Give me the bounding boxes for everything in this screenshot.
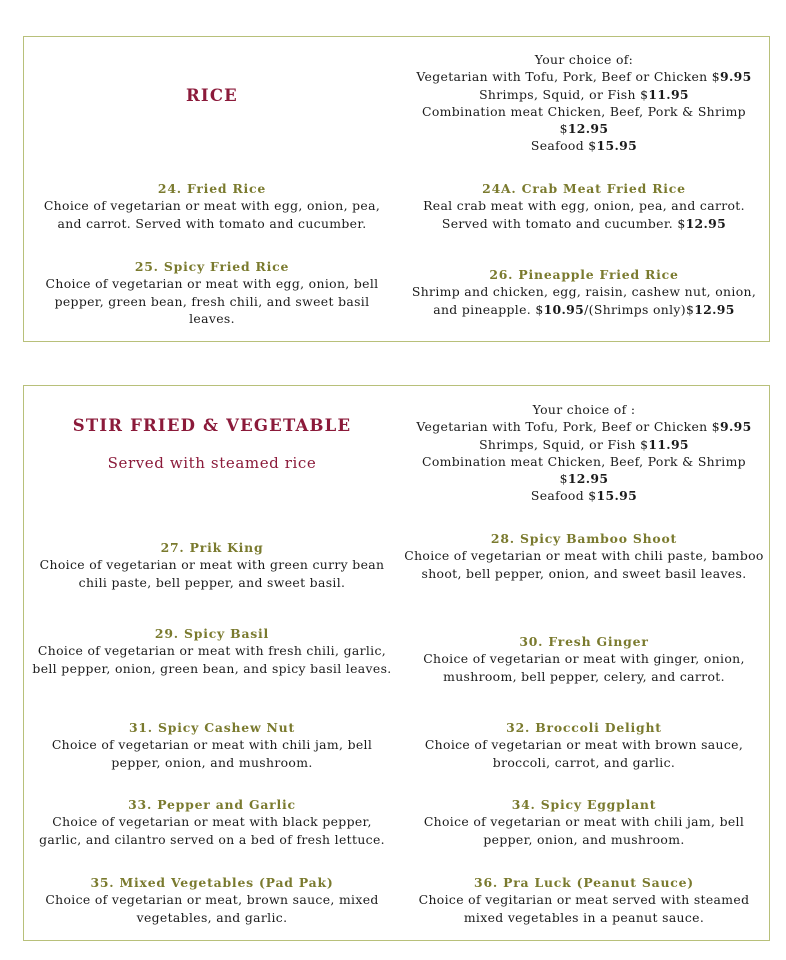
dish-description: Choice of vegetarian or meat with chili jam, bell pepper, onion, and mushroom. bbox=[423, 814, 745, 847]
section-title: RICE bbox=[186, 86, 238, 105]
price: 12.95 bbox=[685, 215, 727, 231]
dish-name: 24A. Crab Meat Fried Rice bbox=[482, 181, 686, 196]
dish-description: Choice of vegetarian or meat with egg, onion, bell pepper, green bean, fresh chili, and sweet basil leaves. bbox=[45, 276, 379, 326]
choice-line: Shrimps, Squid, or Fish $11.95 bbox=[479, 86, 689, 102]
choice-line: Shrimps, Squid, or Fish $11.95 bbox=[479, 436, 689, 452]
price: 9.95 bbox=[720, 69, 752, 85]
choice-intro: Your choice of : bbox=[532, 402, 636, 417]
choice-of-block bbox=[404, 51, 764, 155]
price: 12.95 bbox=[694, 301, 735, 317]
choice-line: Seafood $15.95 bbox=[530, 138, 638, 154]
dish-name: 24. Fried Rice bbox=[157, 181, 267, 196]
menu-item bbox=[32, 874, 392, 926]
menu-item bbox=[404, 719, 764, 771]
menu-item bbox=[32, 539, 392, 591]
dish-name: 36. Pra Luck (Peanut Sauce) bbox=[474, 875, 694, 890]
choice-line: $12.95 bbox=[559, 471, 609, 487]
rice-section bbox=[23, 36, 770, 342]
dish-name: 30. Fresh Ginger bbox=[519, 634, 649, 649]
price: 12.95 bbox=[567, 121, 609, 137]
dish-name: 33. Pepper and Garlic bbox=[128, 797, 296, 812]
dish-description: Choice of vegetarian or meat with black pepper, garlic, and cilantro served on a bed of fresh lettuce. bbox=[39, 814, 385, 847]
choice-line: Combination meat Chicken, Beef, Pork & Shrimp bbox=[422, 453, 746, 469]
dish-description: Choice of vegetarian or meat with ginger, onion, mushroom, bell pepper, celery, and carrot. bbox=[423, 651, 745, 684]
dish-name: 32. Broccoli Delight bbox=[506, 720, 662, 735]
choice-line: Vegetarian with Tofu, Pork, Beef or Chicken $9.95 bbox=[416, 69, 752, 85]
dish-description: Choice of vegetarian or meat, brown sauce, mixed vegetables, and garlic. bbox=[45, 892, 379, 925]
dish-description: Choice of vegetarian or meat with chili paste, bamboo shoot, bell pepper, onion, and sweet basil leaves. bbox=[404, 548, 764, 581]
dish-name: 26. Pineapple Fried Rice bbox=[489, 267, 679, 282]
menu-item bbox=[404, 796, 764, 848]
dish-name: 27. Prik King bbox=[160, 540, 264, 555]
menu-item bbox=[404, 874, 764, 926]
dish-name: 31. Spicy Cashew Nut bbox=[128, 720, 296, 735]
dish-name: 25. Spicy Fried Rice bbox=[134, 259, 290, 274]
menu-item bbox=[32, 625, 392, 677]
stir-fried-section bbox=[23, 385, 770, 941]
menu-item bbox=[404, 530, 764, 582]
choice-intro: Your choice of: bbox=[534, 52, 634, 67]
dish-name: 28. Spicy Bamboo Shoot bbox=[490, 531, 678, 546]
dish-name: 29. Spicy Basil bbox=[154, 626, 270, 641]
dish-description: Choice of vegetarian or meat with brown sauce, broccoli, carrot, and garlic. bbox=[424, 737, 744, 770]
menu-item bbox=[32, 719, 392, 771]
dish-description: Choice of vegetarian or meat with egg, onion, pea, and carrot. Served with tomato and cucumber. bbox=[43, 198, 381, 231]
dish-name: 35. Mixed Vegetables (Pad Pak) bbox=[90, 875, 334, 890]
price: 9.95 bbox=[720, 419, 752, 435]
price: 11.95 bbox=[648, 436, 689, 452]
dish-name: 34. Spicy Eggplant bbox=[511, 797, 657, 812]
menu-item bbox=[32, 258, 392, 327]
choice-line: Vegetarian with Tofu, Pork, Beef or Chicken $9.95 bbox=[416, 419, 752, 435]
dish-description: Choice of vegetarian or meat with chili jam, bell pepper, onion, and mushroom. bbox=[51, 737, 373, 770]
dish-description: Choice of vegitarian or meat served with steamed mixed vegetables in a peanut sauce. bbox=[418, 892, 750, 925]
price: 12.95 bbox=[567, 471, 609, 487]
section-title: STIR FRIED & VEGETABLE bbox=[72, 416, 352, 435]
choice-line: $12.95 bbox=[559, 121, 609, 137]
choice-line: Seafood $15.95 bbox=[530, 488, 638, 504]
menu-item bbox=[404, 180, 764, 232]
price: 15.95 bbox=[596, 138, 638, 154]
dish-description: Choice of vegetarian or meat with fresh chili, garlic, bell pepper, onion, green bean, and spicy basil leaves. bbox=[32, 643, 392, 676]
menu-item bbox=[404, 266, 764, 318]
dish-description: Shrimp and chicken, egg, raisin, cashew nut, onion, and pineapple. $10.95/(Shrimps only)$12.95 bbox=[411, 284, 757, 317]
price: 11.95 bbox=[648, 86, 689, 102]
menu-item bbox=[32, 796, 392, 848]
choice-line: Combination meat Chicken, Beef, Pork & Shrimp bbox=[422, 103, 746, 119]
price: 10.95 bbox=[543, 301, 585, 317]
dish-description: Real crab meat with egg, onion, pea, and carrot. Served with tomato and cucumber. $12.95 bbox=[423, 198, 745, 231]
menu-item bbox=[32, 180, 392, 232]
price: 15.95 bbox=[596, 488, 638, 504]
menu-item bbox=[404, 633, 764, 685]
choice-of-block bbox=[404, 401, 764, 505]
section-subtitle: Served with steamed rice bbox=[107, 454, 317, 472]
dish-description: Choice of vegetarian or meat with green curry bean chili paste, bell pepper, and sweet basil. bbox=[39, 557, 385, 590]
